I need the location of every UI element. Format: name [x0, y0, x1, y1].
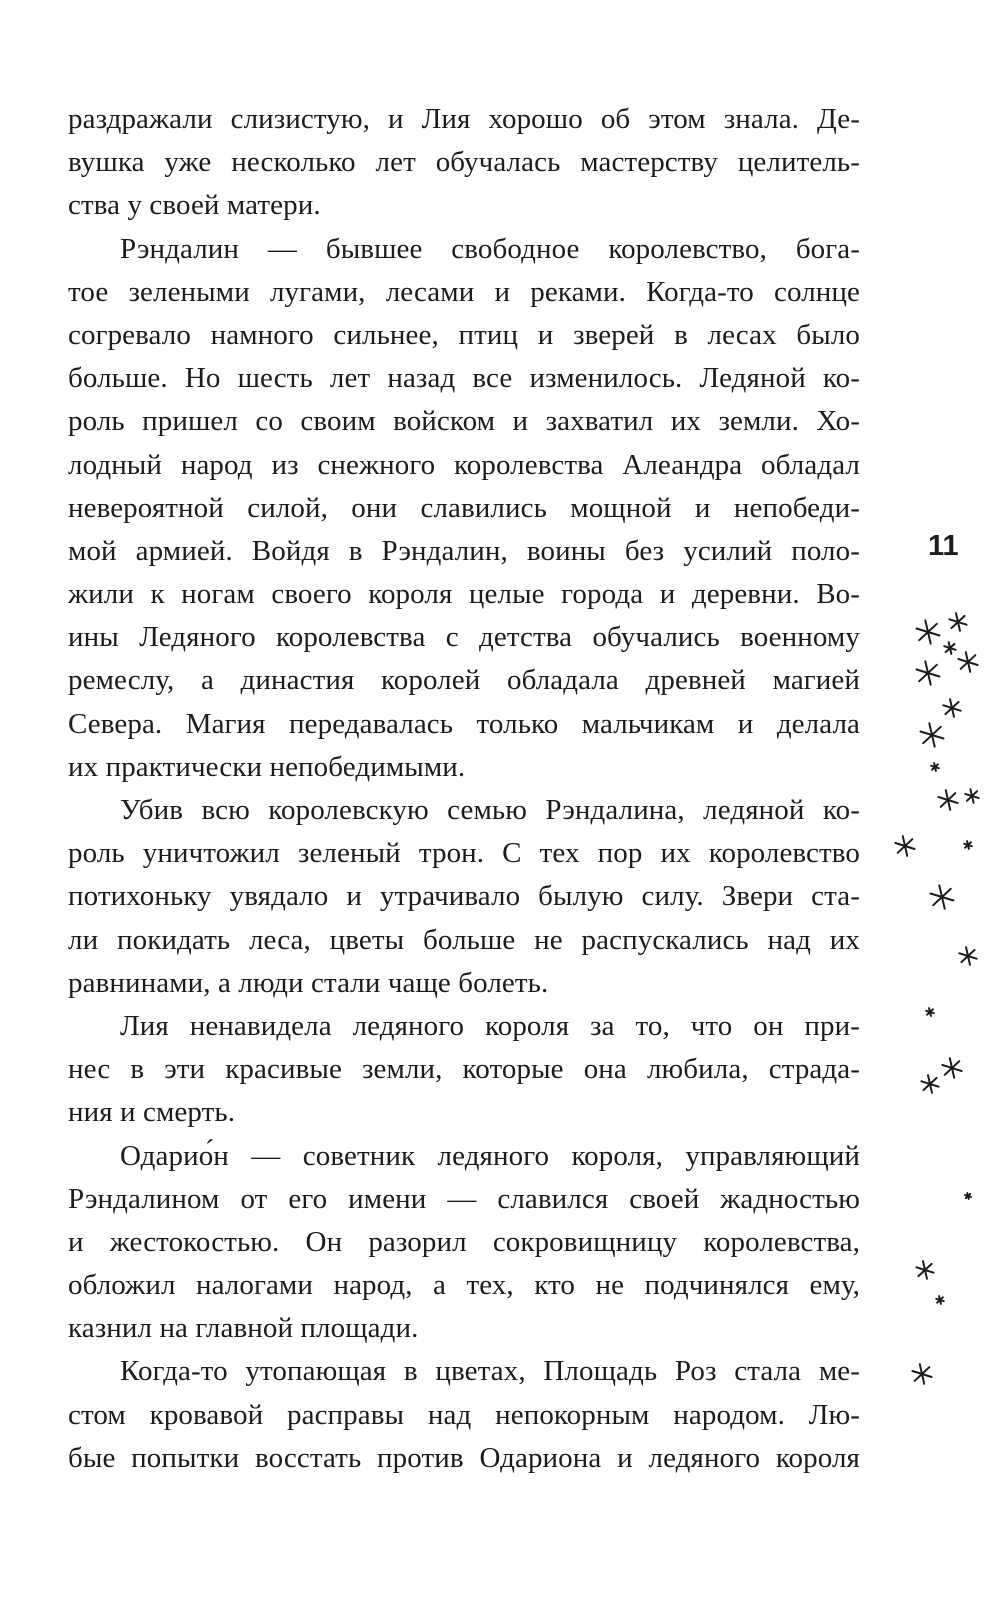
star-icon [917, 620, 940, 643]
star-icon [931, 763, 939, 771]
star-icon [916, 1261, 933, 1279]
star-icon [959, 947, 976, 965]
text-line: ства у своей матери. [68, 189, 321, 222]
star-icon [938, 790, 957, 810]
text-line: тое зелеными лугами, лесами и реками. Когда-то солнце [68, 275, 860, 308]
text-line: их практически непобедимыми. [68, 750, 466, 783]
text-line: жили к ногам своего короля целые города и деревни. Во- [68, 578, 860, 611]
star-icon [912, 1364, 931, 1384]
star-icon [926, 1008, 934, 1016]
text-line: стом кровавой расправы над непокорным народом. Лю- [68, 1398, 860, 1431]
text-line: ины Ледяного королевства с детства обучались военному [68, 621, 860, 654]
text-line: роль пришел со своим войском и захватил их земли. Хо- [68, 405, 860, 438]
star-icon [965, 1193, 971, 1199]
star-icon [949, 613, 966, 631]
star-icon [895, 836, 914, 856]
body-text [68, 98, 860, 1480]
star-icon [936, 1296, 944, 1304]
text-line: Лия ненавидела ледяного короля за то, что он при- [120, 1009, 860, 1042]
text-line: больше. Но шесть лет назад все изменилось. Ледяной ко- [68, 362, 860, 395]
text-line: равнинами, а люди стали чаще болеть. [68, 966, 549, 999]
text-line: и жестокостью. Он разорил сокровищницу королевства, [68, 1225, 860, 1258]
text-line: Рэндалином от его имени — славился своей жадностью [68, 1182, 860, 1215]
text-line: Когда-то утопающая в цветах, Площадь Роз стала ме- [120, 1355, 860, 1388]
text-line: мой армией. Войдя в Рэндалин, воины без усилий поло- [68, 534, 860, 567]
text-line: невероятной силой, они славились мощной и непобеди- [68, 491, 860, 524]
star-icon [917, 661, 940, 684]
star-icon [958, 652, 977, 672]
text-line: Севера. Магия передавалась только мальчикам и делала [68, 707, 860, 740]
text-line: ния и смерть. [68, 1096, 236, 1129]
star-icon [965, 789, 978, 803]
star-icon [943, 699, 960, 717]
text-line: нес в эти красивые земли, которые она любила, страда- [68, 1053, 860, 1086]
text-line: ли покидать леса, цветы больше не распускались над их [68, 923, 860, 956]
text-line: согревало намного сильнее, птиц и зверей в лесах было [68, 318, 860, 351]
text-line: Рэндалин — бывшее свободное королевство, бога- [120, 232, 860, 265]
page-number: 11 [928, 530, 959, 562]
text-line: роль уничтожил зеленый трон. С тех пор их королевство [68, 837, 860, 870]
star-icon [964, 841, 972, 849]
text-line: потихоньку увядало и утрачивало былую силу. Звери ста- [68, 880, 860, 913]
text-line: Убив всю королевскую семью Рэндалина, ледяной ко- [120, 794, 860, 826]
text-line: обложил налогами народ, а тех, кто не подчинялся ему, [68, 1269, 860, 1302]
text-line: казнил на главной площади. [68, 1312, 419, 1345]
text-line: лодный народ из снежного королевства Алеандра обладал [68, 448, 860, 481]
text-line: раздражали слизистую, и Лия хорошо об этом знала. Де- [68, 103, 860, 135]
star-icon [944, 642, 955, 654]
text-line: ремеслу, а династия королей обладала древней магией [68, 664, 860, 697]
star-icon [921, 1075, 938, 1093]
star-icon [931, 885, 954, 908]
star-icon [942, 1058, 961, 1078]
text-line: Одарио́н — советник ледяного короля, управляющий [120, 1139, 860, 1172]
text-line: бые попытки восстать против Одариона и ледяного короля [68, 1441, 860, 1474]
text-line: вушка уже несколько лет обучалась мастерству целитель- [68, 146, 860, 179]
star-icon [921, 723, 944, 746]
